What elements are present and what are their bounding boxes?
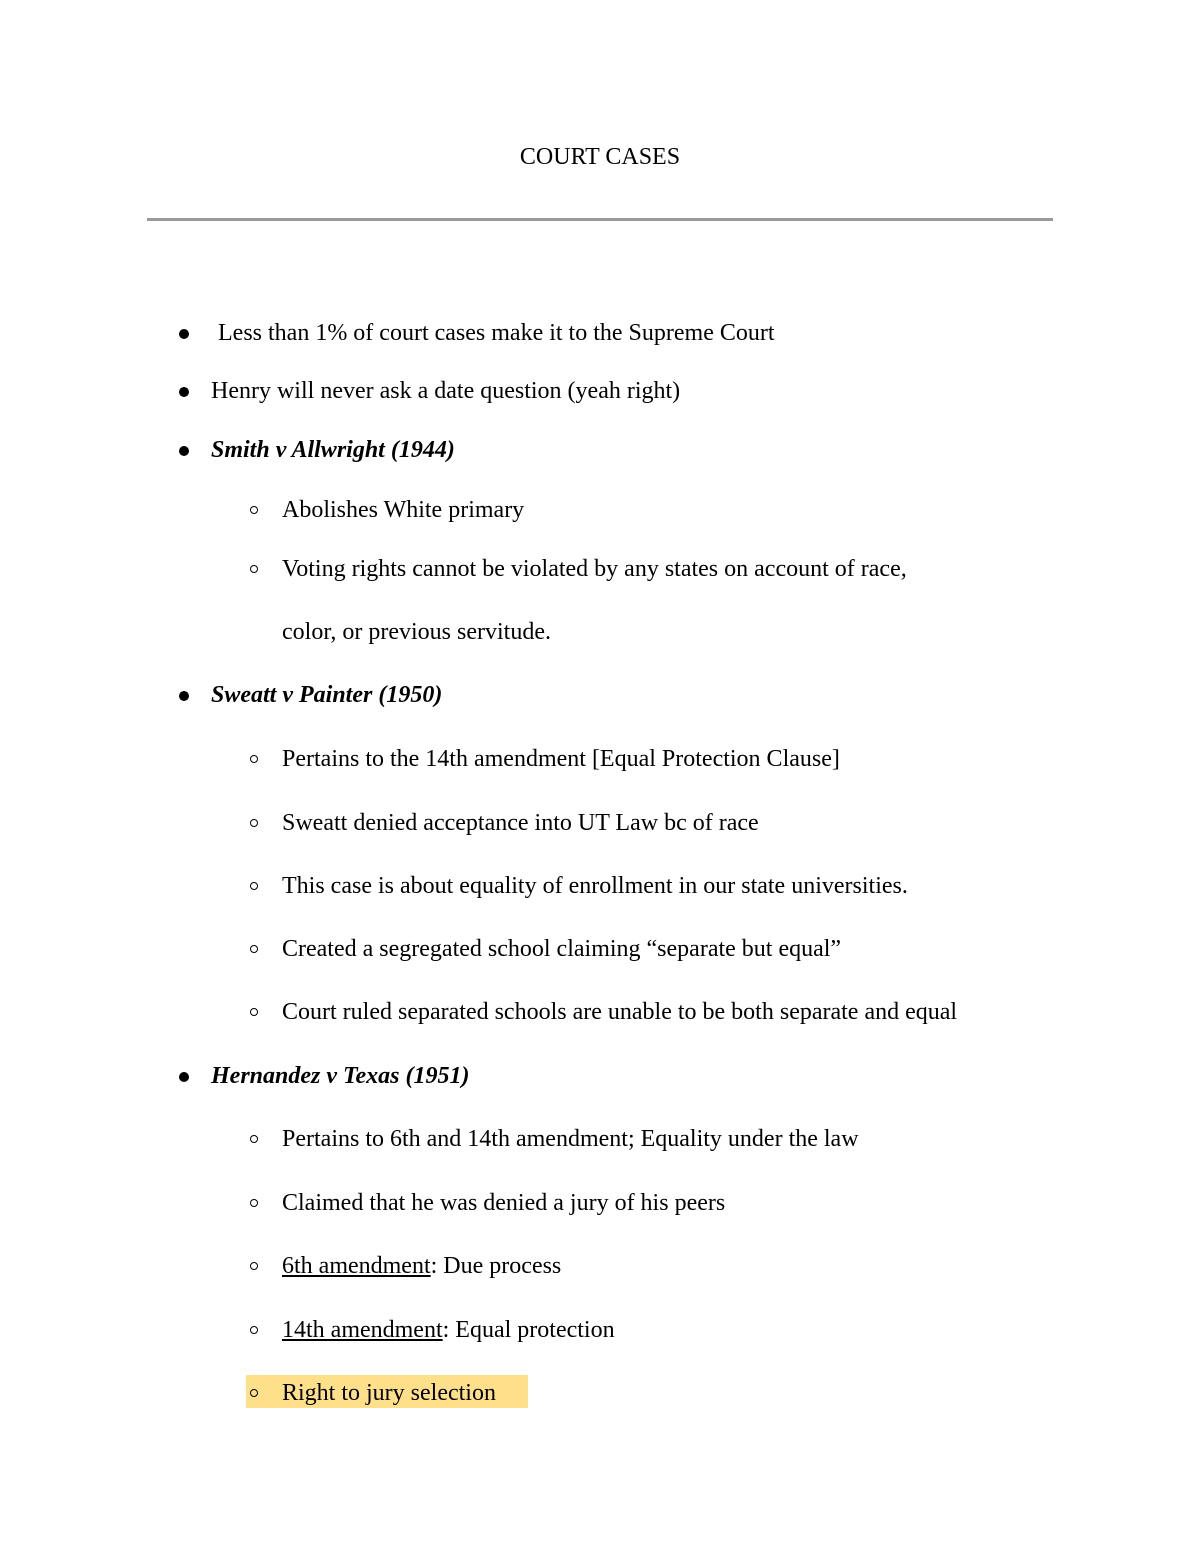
title-divider	[147, 218, 1053, 221]
list-item: Henry will never ask a date question (yeah right)	[211, 378, 681, 404]
circle-bullet-icon	[250, 882, 258, 890]
circle-bullet-icon	[250, 1326, 258, 1334]
circle-bullet-icon	[250, 755, 258, 763]
list-item: Less than 1% of court cases make it to the Supreme Court	[218, 320, 775, 346]
circle-bullet-icon	[250, 945, 258, 953]
page-title: COURT CASES	[519, 144, 681, 170]
list-item: Created a segregated school claiming “separate but equal”	[282, 936, 842, 962]
list-item: Abolishes White primary	[282, 497, 525, 523]
bullet-icon	[179, 691, 189, 701]
list-item	[282, 1252, 561, 1280]
circle-bullet-icon	[250, 565, 258, 573]
bullet-icon	[179, 1072, 189, 1082]
list-item: Court ruled separated schools are unable to be both separate and equal	[282, 999, 958, 1025]
bullet-icon	[179, 387, 189, 397]
list-item: Sweatt denied acceptance into UT Law bc of race	[282, 810, 759, 836]
circle-bullet-icon	[250, 819, 258, 827]
term-6th-amendment: 6th amendment	[282, 1253, 431, 1279]
bullet-icon	[179, 446, 189, 456]
circle-bullet-icon	[250, 1389, 258, 1397]
circle-bullet-icon	[250, 1199, 258, 1207]
list-item: Claimed that he was denied a jury of his peers	[282, 1190, 726, 1216]
circle-bullet-icon	[250, 1135, 258, 1143]
list-item: Voting rights cannot be violated by any states on account of race,	[282, 556, 907, 582]
definition-text: : Equal protection	[442, 1317, 615, 1343]
definition-text: : Due process	[430, 1253, 562, 1279]
case-title-sweatt-v-painter: Sweatt v Painter (1950)	[211, 682, 443, 708]
list-item: Pertains to 6th and 14th amendment; Equality under the law	[282, 1126, 859, 1152]
circle-bullet-icon	[250, 1008, 258, 1016]
list-item-continuation: color, or previous servitude.	[282, 619, 551, 645]
list-item	[282, 1316, 615, 1344]
case-title-smith-v-allwright: Smith v Allwright (1944)	[211, 437, 455, 463]
list-item: Pertains to the 14th amendment [Equal Protection Clause]	[282, 746, 840, 772]
circle-bullet-icon	[250, 1262, 258, 1270]
list-item: This case is about equality of enrollment in our state universities.	[282, 873, 908, 899]
highlighted-list-item: Right to jury selection	[282, 1380, 496, 1406]
bullet-icon	[179, 329, 189, 339]
circle-bullet-icon	[250, 506, 258, 514]
term-14th-amendment: 14th amendment	[282, 1317, 443, 1343]
case-title-hernandez-v-texas: Hernandez v Texas (1951)	[211, 1063, 470, 1089]
